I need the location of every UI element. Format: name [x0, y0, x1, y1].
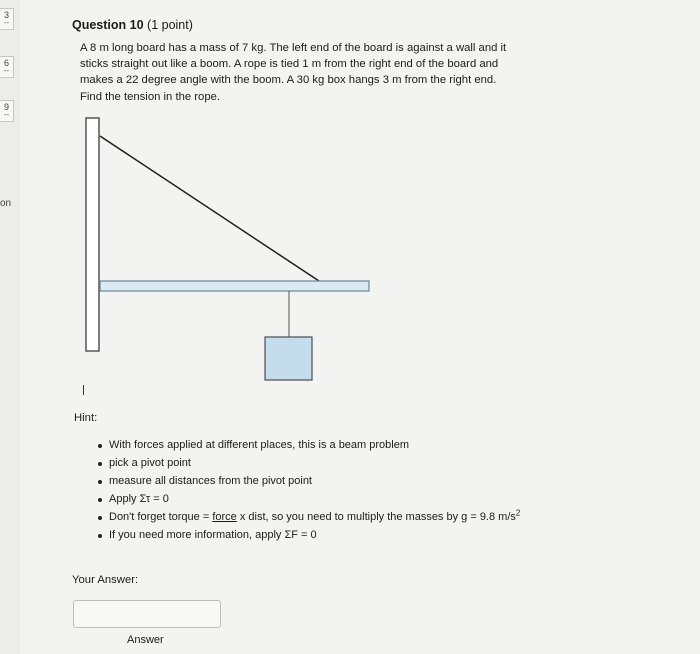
hint-item	[96, 455, 526, 472]
nav-question-9[interactable]	[0, 100, 14, 122]
hint-item	[96, 491, 526, 508]
nav-dash: --	[3, 18, 10, 27]
hint-text: If you need more information, apply ΣF = 0	[109, 529, 317, 541]
hint-text: pick a pivot point	[109, 457, 191, 469]
hint-list	[96, 437, 526, 545]
hint-item	[96, 527, 526, 544]
hint-text: x dist, so you need to multiply the masses by g = 9.8 m/s	[236, 511, 516, 523]
hint-underlined-term: force	[212, 511, 237, 523]
hanging-box	[265, 337, 312, 380]
hint-text: Apply Στ = 0	[109, 493, 169, 505]
question-number: Question 10	[72, 18, 144, 32]
question-points: (1 point)	[147, 18, 193, 32]
nav-number: 9	[3, 102, 9, 112]
hint-item	[96, 509, 526, 526]
nav-dash: --	[3, 66, 10, 75]
question-nav-sidebar	[0, 0, 20, 654]
nav-question-6[interactable]	[0, 56, 14, 78]
answer-caption: Answer	[127, 634, 164, 646]
hint-text: Don't forget torque =	[109, 511, 213, 523]
hint-text: 2	[515, 508, 521, 518]
sidebar-partial-text: on	[0, 198, 12, 209]
hint-label: Hint:	[74, 412, 98, 424]
rope	[100, 136, 319, 281]
question-title	[72, 18, 193, 32]
nav-number: 6	[3, 58, 9, 68]
hint-text: measure all distances from the pivot point	[109, 475, 312, 487]
question-text: A 8 m long board has a mass of 7 kg. The left end of the board is against a wall and it sticks straight out like a boom. A rope is tied 1 m from the right end of the board and makes a 22 degree angle with the boom. A 30 kg box hangs 3 m from the right end. Find the tension in the rope.	[80, 42, 507, 103]
boom-board	[100, 281, 369, 291]
your-answer-label: Your Answer:	[72, 574, 139, 586]
nav-dash: --	[3, 110, 10, 119]
nav-question-3[interactable]	[0, 8, 14, 30]
text-cursor	[83, 385, 84, 395]
nav-number: 3	[3, 10, 9, 20]
hint-item	[96, 473, 526, 490]
hint-item	[96, 437, 526, 454]
wall	[86, 118, 99, 351]
answer-input[interactable]	[73, 600, 221, 628]
hint-text: With forces applied at different places, this is a beam problem	[109, 439, 410, 451]
boom-diagram	[80, 110, 380, 385]
